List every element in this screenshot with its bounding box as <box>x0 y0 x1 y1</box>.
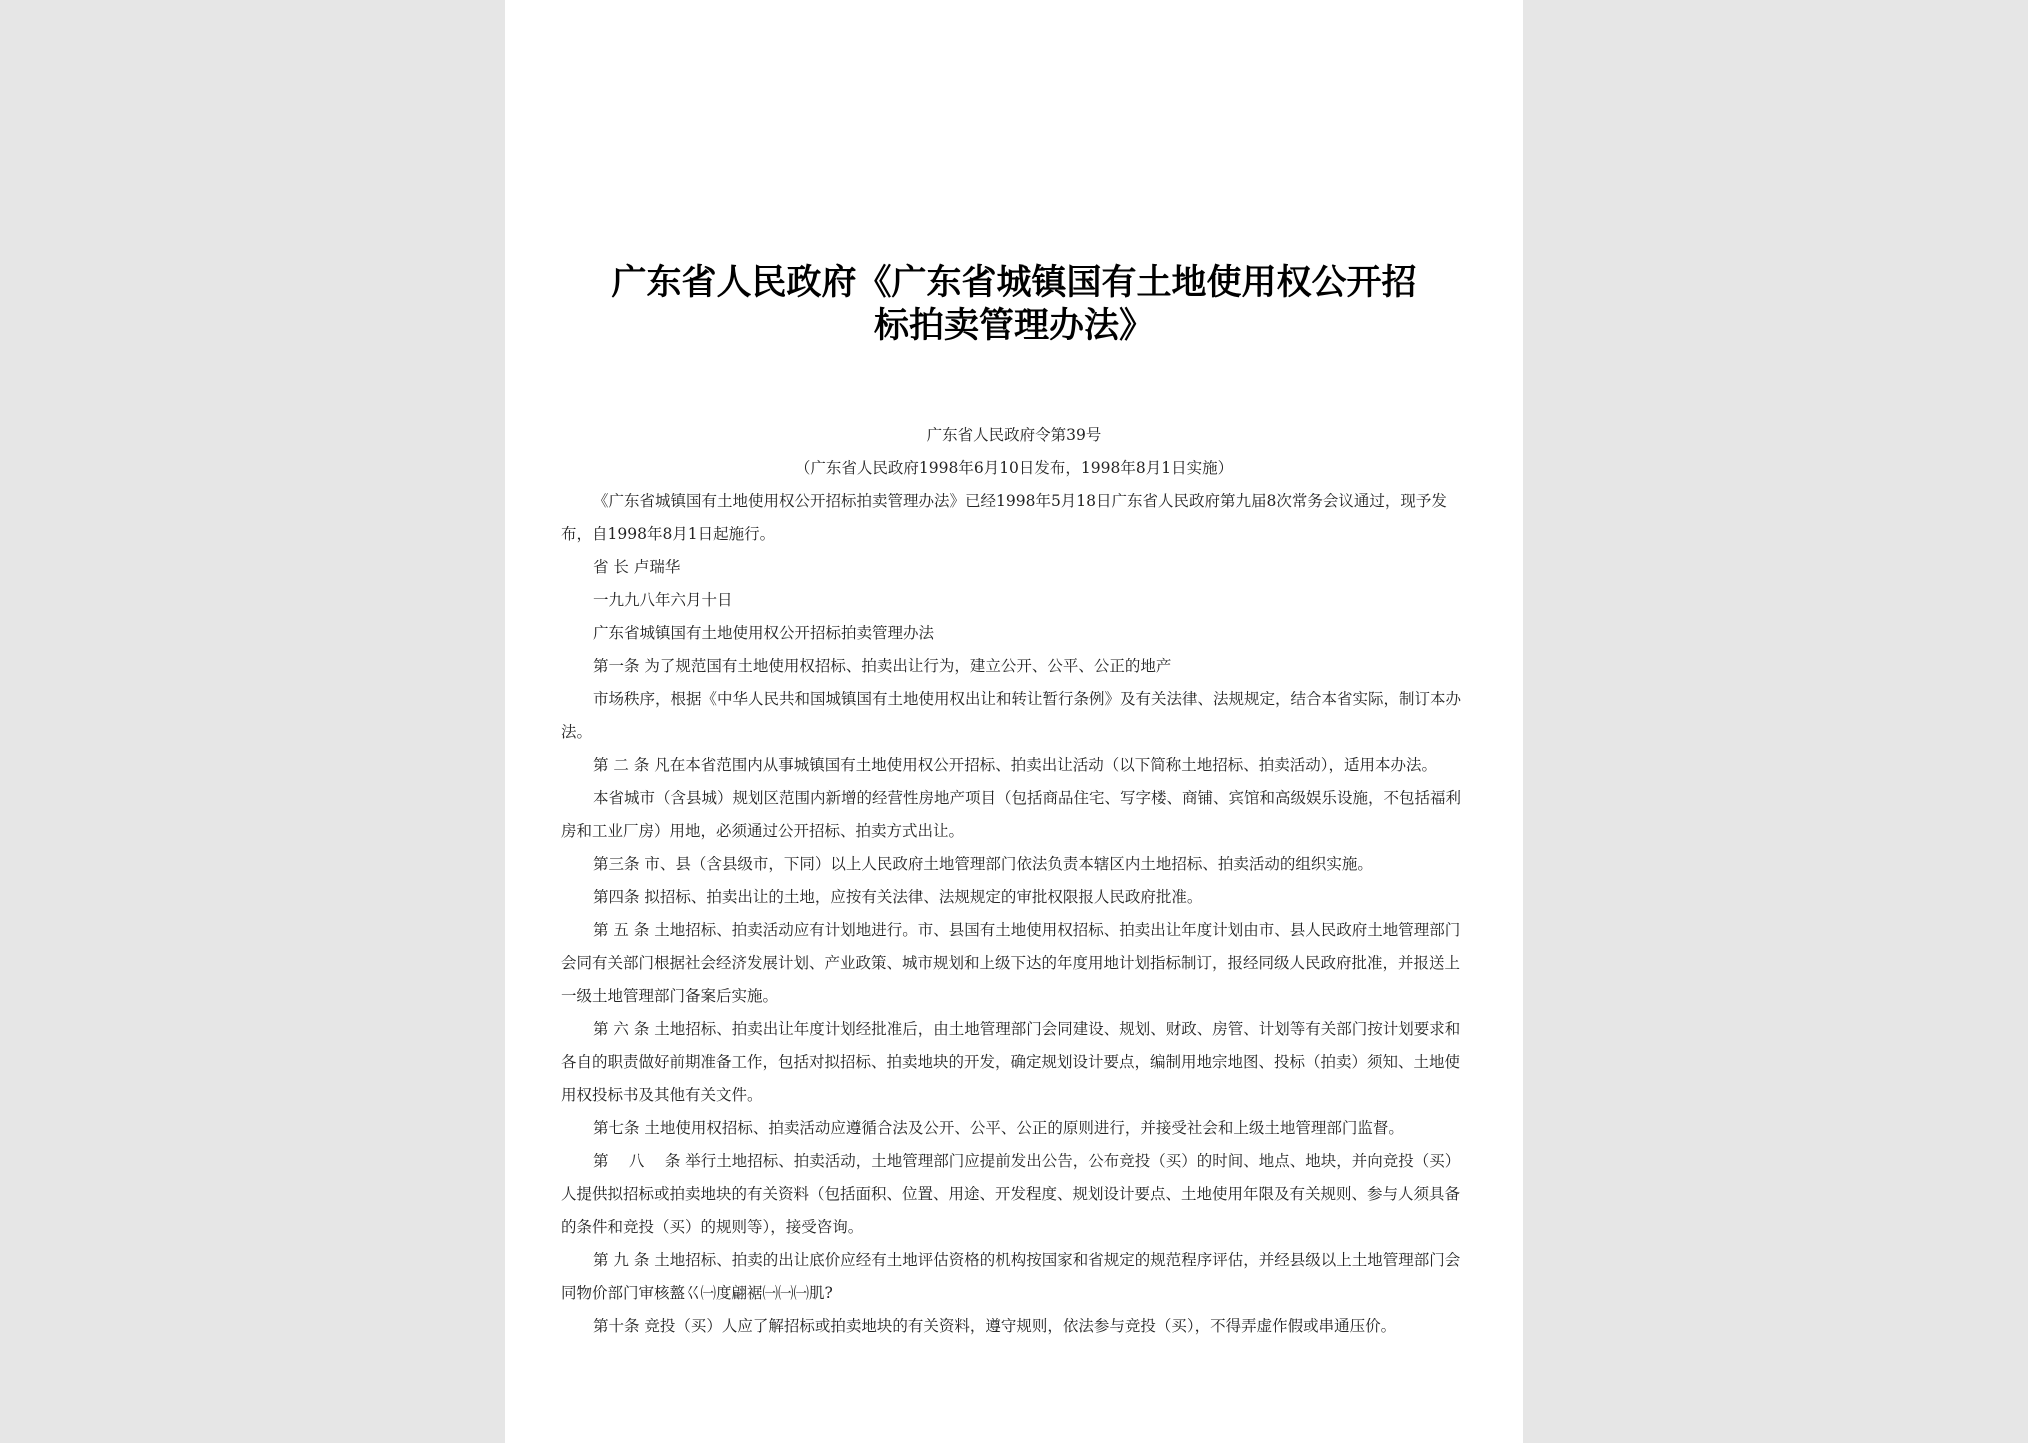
article-1: 第一条 为了规范国有土地使用权招标、拍卖出让行为，建立公开、公平、公正的地产 <box>593 657 1172 675</box>
article-2-cont: 本省城市（含县城）规划区范围内新增的经营性房地产项目（包括商品住宅、写字楼、商铺、宾馆和高级娱乐设施，不包括福利房和工业厂房）用地，必须通过公开招标、拍卖方式出让。 <box>561 789 1462 840</box>
article-5: 第 五 条 土地招标、拍卖活动应有计划地进行。市、县国有土地使用权招标、拍卖出让年度计划由市、县人民政府土地管理部门会同有关部门根据社会经济发展计划、产业政策、城市规划和上级下达的年度用地计划指标制订，报经同级人民政府批准，并报送上一级土地管理部门备案后实施。 <box>561 921 1461 1005</box>
decree-number: 广东省人民政府令第39号 <box>926 426 1102 444</box>
article-8: 第 八 条 举行土地招标、拍卖活动，土地管理部门应提前发出公告，公布竞投（买）的时间、地点、地块，并向竞投（买）人提供拟招标或拍卖地块的有关资料（包括面积、位置、用途、开发程度、规划设计要点、土地使用年限及有关规则、参与人须具备的条件和竞投（买）的规则等），接受咨询。 <box>561 1152 1461 1236</box>
date: 一九九八年六月十日 <box>593 591 733 609</box>
article-4: 第四条 拟招标、拍卖出让的土地，应按有关法律、法规规定的审批权限报人民政府批准。 <box>593 888 1203 906</box>
paragraph: 《广东省城镇国有土地使用权公开招标拍卖管理办法》已经1998年5月18日广东省人民政府第九届8次常务会议通过，现予发布，自1998年8月1日起施行。 <box>561 492 1447 543</box>
article-1-cont: 市场秩序，根据《中华人民共和国城镇国有土地使用权出让和转让暂行条例》及有关法律、法规规定，结合本省实际，制订本办法。 <box>561 690 1462 741</box>
article-3: 第三条 市、县（含县级市，下同）以上人民政府土地管理部门依法负责本辖区内土地招标、拍卖活动的组织实施。 <box>593 855 1373 873</box>
article-6: 第 六 条 土地招标、拍卖出让年度计划经批准后，由土地管理部门会同建设、规划、财政、房管、计划等有关部门按计划要求和各自的职责做好前期准备工作，包括对拟招标、拍卖地块的开发，确定规划设计要点，编制用地宗地图、投标（拍卖）须知、土地使用权投标书及其他有关文件。 <box>561 1020 1461 1104</box>
article-10: 第十条 竞投（买）人应了解招标或拍卖地块的有关资料，遵守规则，依法参与竞投（买），不得弄虚作假或串通压价。 <box>593 1317 1397 1335</box>
article-2: 第 二 条 凡在本省范围内从事城镇国有土地使用权公开招标、拍卖出让活动（以下简称土地招标、拍卖活动），适用本办法。 <box>593 756 1438 774</box>
title-line-2: 标拍卖管理办法》 <box>873 306 1154 346</box>
publish-info: （广东省人民政府1998年6月10日发布，1998年8月1日实施） <box>794 459 1234 477</box>
document-page <box>505 0 1523 1443</box>
title-line-1: 广东省人民政府《广东省城镇国有土地使用权公开招 <box>611 263 1417 303</box>
document-title <box>545 262 1483 348</box>
document-body <box>561 419 1467 1343</box>
regulation-name: 广东省城镇国有土地使用权公开招标拍卖管理办法 <box>593 624 935 642</box>
article-9: 第 九 条 土地招标、拍卖的出让底价应经有土地评估资格的机构按国家和省规定的规范程序评估，并经县级以上土地管理部门会同物价部门审核盩巜㈠度翩裾㈠㈠㈠肌? <box>561 1251 1461 1302</box>
article-7: 第七条 土地使用权招标、拍卖活动应遵循合法及公开、公平、公正的原则进行，并接受社会和上级土地管理部门监督。 <box>593 1119 1404 1137</box>
signatory: 省 长 卢瑞华 <box>593 558 681 576</box>
